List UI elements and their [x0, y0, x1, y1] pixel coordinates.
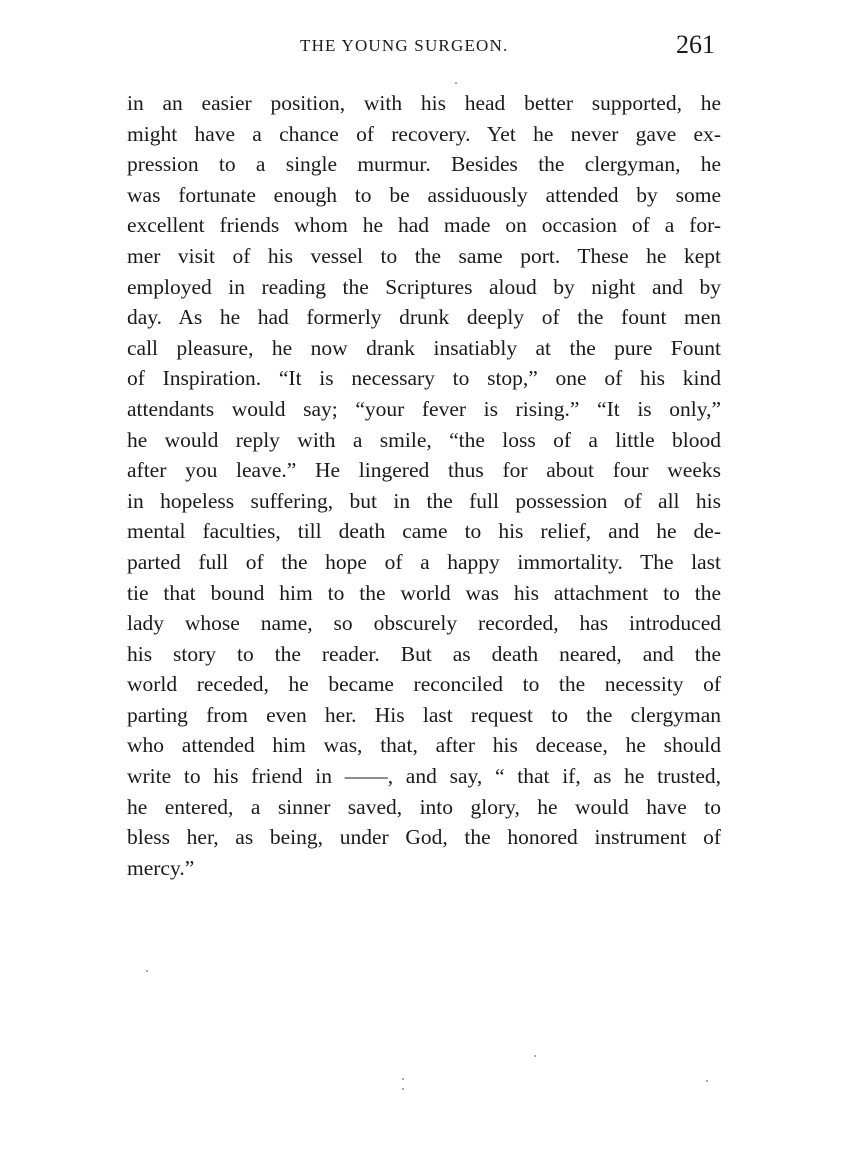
text-line: mental faculties, till death came to his relief, and he de- [127, 519, 721, 544]
text-line: day. As he had formerly drunk deeply of the fount men [127, 305, 721, 330]
text-line: call pleasure, he now drank insatiably at the pure Fount [127, 335, 721, 360]
text-line: employed in reading the Scriptures aloud by night and by [127, 274, 721, 299]
text-line: mer visit of his vessel to the same port. These he kept [127, 243, 721, 268]
scan-speck [455, 82, 457, 84]
text-line: in an easier position, with his head better supported, he [127, 91, 721, 115]
text-line: of Inspiration. “It is necessary to stop,” one of his kind [127, 366, 721, 391]
text-line: world receded, he became reconciled to the necessity of [127, 672, 721, 697]
text-line: his story to the reader. But as death neared, and the [127, 641, 721, 666]
text-line: parting from even her. His last request to the clergyman [127, 702, 721, 727]
text-line: after you leave.” He lingered thus for about four weeks [127, 458, 721, 483]
text-line: was fortunate enough to be assiduously attended by some [127, 182, 721, 207]
text-line: mercy.” [127, 855, 195, 880]
text-line: parted full of the hope of a happy immortality. The last [127, 549, 721, 574]
running-head: THE YOUNG SURGEON. [300, 36, 509, 55]
text-line: lady whose name, so obscurely recorded, has introduced [127, 611, 721, 636]
text-line: might have a chance of recovery. Yet he never gave ex- [127, 121, 721, 146]
text-line: who attended him was, that, after his decease, he should [127, 733, 721, 758]
text-line: tie that bound him to the world was his attachment to the [127, 580, 721, 605]
scan-speck [402, 1088, 404, 1090]
page-number: 261 [676, 30, 715, 59]
text-line: he would reply with a smile, “the loss of a little blood [127, 427, 721, 452]
text-line: write to his friend in ——, and say, “ that if, as he trusted, [127, 764, 721, 789]
scan-speck [146, 970, 148, 972]
text-line: excellent friends whom he had made on occasion of a for- [127, 213, 721, 238]
text-line: he entered, a sinner saved, into glory, he would have to [127, 794, 721, 819]
text-line: attendants would say; “your fever is rising.” “It is only,” [127, 396, 721, 421]
scan-speck [402, 1078, 404, 1080]
text-line: bless her, as being, under God, the honored instrument of [127, 825, 721, 850]
scan-speck [706, 1080, 708, 1082]
body-paragraph [127, 88, 721, 883]
text-line: in hopeless suffering, but in the full possession of all his [127, 488, 721, 513]
scan-speck [534, 1055, 536, 1057]
text-line: pression to a single murmur. Besides the clergyman, he [127, 152, 721, 177]
